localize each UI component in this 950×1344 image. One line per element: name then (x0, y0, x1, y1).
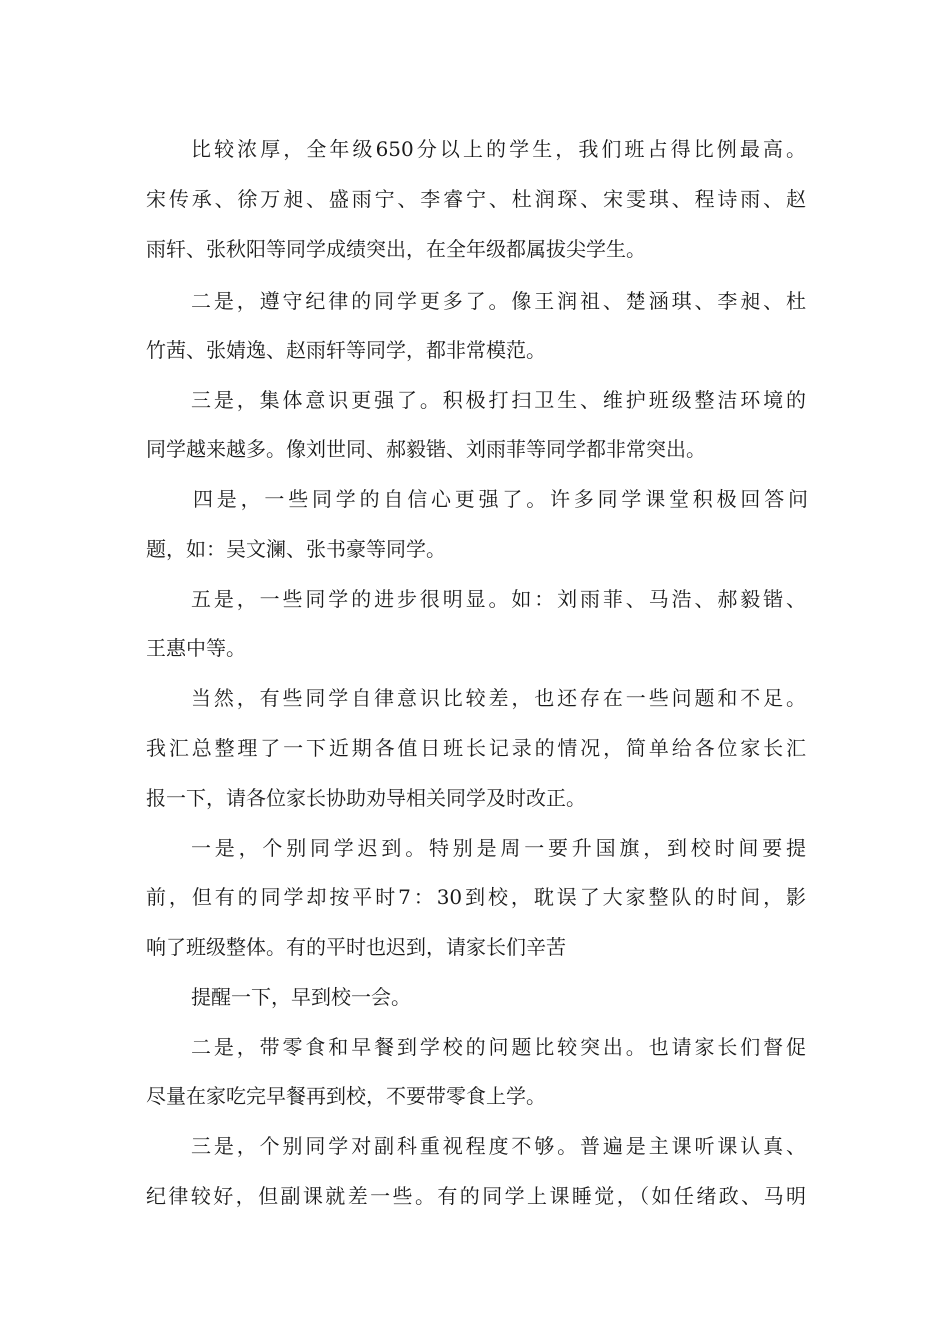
text-line: 三是，集体意识更强了。积极打扫卫生、维护班级整洁环境的 (191, 388, 806, 412)
text-line: 二是，带零食和早餐到学校的问题比较突出。也请家长们督促 (191, 1035, 806, 1059)
text-line: 宋传承、徐万昶、盛雨宁、李睿宁、杜润琛、宋雯琪、程诗雨、赵 (146, 187, 806, 211)
text-line: 同学越来越多。像刘世同、郝毅锴、刘雨菲等同学都非常突出。 (146, 437, 706, 461)
text-line: 二是，遵守纪律的同学更多了。像王润祖、楚涵琪、李昶、杜 (191, 289, 806, 313)
text-line: 报一下，请各位家长协助劝导相关同学及时改正。 (146, 786, 586, 810)
text-line: 题，如：吴文澜、张书豪等同学。 (146, 537, 446, 561)
text-line: 我汇总整理了一下近期各值日班长记录的情况，简单给各位家长汇 (146, 736, 806, 760)
text-line: 四是，一些同学的自信心更强了。许多同学课堂积极回答问 (193, 487, 808, 511)
text-line: 提醒一下，早到校一会。 (191, 985, 411, 1009)
text-line: 王惠中等。 (146, 636, 246, 660)
text-line: 三是，个别同学对副科重视程度不够。普遍是主课听课认真、 (191, 1134, 806, 1158)
text-line: 响了班级整体。有的平时也迟到，请家长们辛苦 (146, 935, 566, 959)
text-line: 雨轩、张秋阳等同学成绩突出，在全年级都属拔尖学生。 (146, 237, 646, 261)
text-line: 前，但有的同学却按平时7：30到校，耽误了大家整队的时间，影 (146, 885, 806, 909)
text-line: 比较浓厚，全年级650分以上的学生，我们班占得比例最高。 (191, 137, 806, 161)
text-line: 一是，个别同学迟到。特别是周一要升国旗，到校时间要提 (191, 836, 806, 860)
text-line: 尽量在家吃完早餐再到校，不要带零食上学。 (146, 1084, 546, 1108)
text-line: 纪律较好，但副课就差一些。有的同学上课睡觉，（如任绪政、马明 (146, 1184, 806, 1208)
text-line: 当然，有些同学自律意识比较差，也还存在一些问题和不足。 (191, 686, 806, 710)
text-line: 五是，一些同学的进步很明显。如：刘雨菲、马浩、郝毅锴、 (191, 587, 806, 611)
text-line: 竹茜、张婧逸、赵雨轩等同学，都非常模范。 (146, 338, 546, 362)
